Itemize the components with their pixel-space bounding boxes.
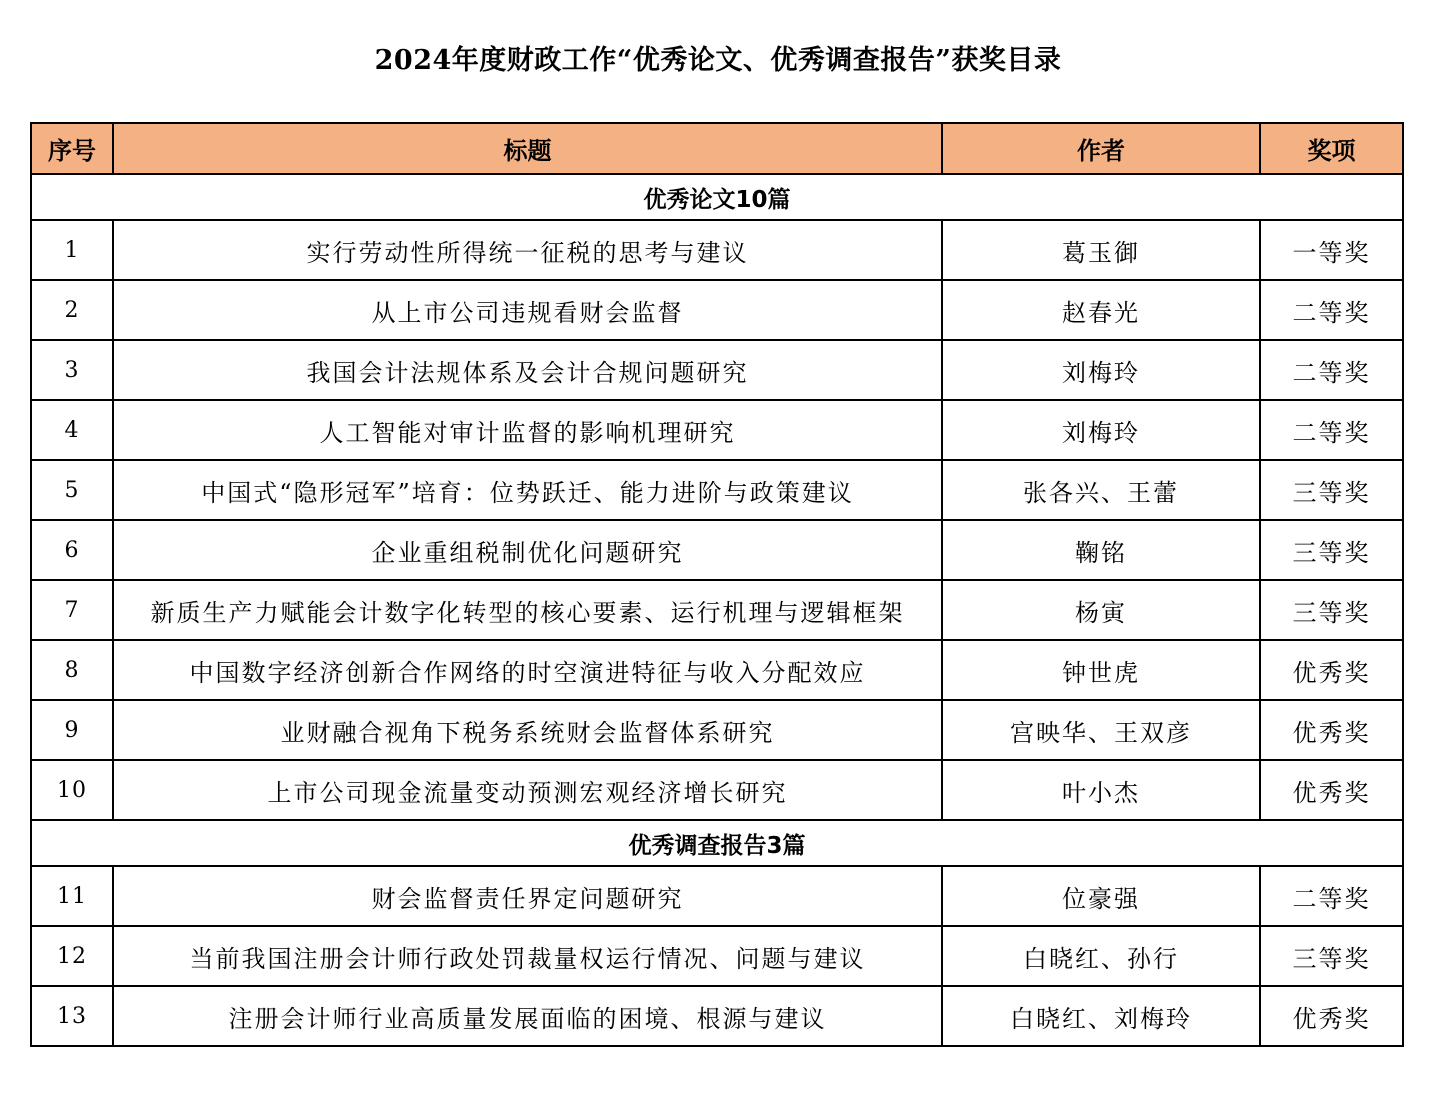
table-row [31, 640, 1403, 700]
row-author: 白晓红、孙行 [942, 926, 1260, 986]
row-award: 二等奖 [1260, 400, 1403, 460]
section-row [31, 174, 1403, 220]
row-award: 优秀奖 [1260, 640, 1403, 700]
row-author: 钟世虎 [942, 640, 1260, 700]
row-award: 一等奖 [1260, 220, 1403, 280]
row-number: 11 [31, 866, 113, 926]
row-award: 三等奖 [1260, 520, 1403, 580]
row-number: 4 [31, 400, 113, 460]
row-title: 上市公司现金流量变动预测宏观经济增长研究 [113, 760, 942, 820]
row-award: 优秀奖 [1260, 700, 1403, 760]
row-title: 我国会计法规体系及会计合规问题研究 [113, 340, 942, 400]
row-number: 7 [31, 580, 113, 640]
column-header-title: 标题 [113, 123, 942, 174]
table-row [31, 926, 1403, 986]
row-award: 三等奖 [1260, 580, 1403, 640]
row-number: 12 [31, 926, 113, 986]
table-row [31, 580, 1403, 640]
table-row [31, 520, 1403, 580]
column-header-award: 奖项 [1260, 123, 1403, 174]
row-author: 鞠铭 [942, 520, 1260, 580]
row-award: 三等奖 [1260, 926, 1403, 986]
table-row [31, 460, 1403, 520]
row-title: 中国数字经济创新合作网络的时空演进特征与收入分配效应 [113, 640, 942, 700]
section-heading: 优秀调查报告3篇 [31, 820, 1403, 866]
row-title: 中国式“隐形冠军”培育：位势跃迁、能力进阶与政策建议 [113, 460, 942, 520]
row-author: 位豪强 [942, 866, 1260, 926]
row-author: 张各兴、王蕾 [942, 460, 1260, 520]
row-author: 宫映华、王双彦 [942, 700, 1260, 760]
table-row [31, 220, 1403, 280]
row-award: 三等奖 [1260, 460, 1403, 520]
row-author: 杨寅 [942, 580, 1260, 640]
table-row [31, 400, 1403, 460]
row-author: 白晓红、刘梅玲 [942, 986, 1260, 1046]
row-number: 8 [31, 640, 113, 700]
row-award: 优秀奖 [1260, 760, 1403, 820]
row-author: 赵春光 [942, 280, 1260, 340]
row-title: 注册会计师行业高质量发展面临的困境、根源与建议 [113, 986, 942, 1046]
column-header-no: 序号 [31, 123, 113, 174]
row-award: 二等奖 [1260, 280, 1403, 340]
row-author: 刘梅玲 [942, 340, 1260, 400]
row-number: 9 [31, 700, 113, 760]
table-row [31, 340, 1403, 400]
row-title: 实行劳动性所得统一征税的思考与建议 [113, 220, 942, 280]
row-number: 10 [31, 760, 113, 820]
row-author: 叶小杰 [942, 760, 1260, 820]
row-title: 人工智能对审计监督的影响机理研究 [113, 400, 942, 460]
row-number: 1 [31, 220, 113, 280]
row-title: 企业重组税制优化问题研究 [113, 520, 942, 580]
page-title: 2024年度财政工作“优秀论文、优秀调查报告”获奖目录 [374, 45, 1062, 76]
row-title: 当前我国注册会计师行政处罚裁量权运行情况、问题与建议 [113, 926, 942, 986]
section-row [31, 820, 1403, 866]
row-number: 2 [31, 280, 113, 340]
row-award: 优秀奖 [1260, 986, 1403, 1046]
row-number: 3 [31, 340, 113, 400]
row-title: 业财融合视角下税务系统财会监督体系研究 [113, 700, 942, 760]
row-title: 财会监督责任界定问题研究 [113, 866, 942, 926]
row-author: 葛玉御 [942, 220, 1260, 280]
awards-table [30, 122, 1404, 1047]
row-number: 6 [31, 520, 113, 580]
table-row [31, 986, 1403, 1046]
table-row [31, 280, 1403, 340]
table-row [31, 700, 1403, 760]
section-heading: 优秀论文10篇 [31, 174, 1403, 220]
row-award: 二等奖 [1260, 340, 1403, 400]
table-row [31, 760, 1403, 820]
row-title: 新质生产力赋能会计数字化转型的核心要素、运行机理与逻辑框架 [113, 580, 942, 640]
header-row [31, 123, 1403, 174]
row-title: 从上市公司违规看财会监督 [113, 280, 942, 340]
row-award: 二等奖 [1260, 866, 1403, 926]
column-header-author: 作者 [942, 123, 1260, 174]
row-number: 5 [31, 460, 113, 520]
row-number: 13 [31, 986, 113, 1046]
table-row [31, 866, 1403, 926]
row-author: 刘梅玲 [942, 400, 1260, 460]
